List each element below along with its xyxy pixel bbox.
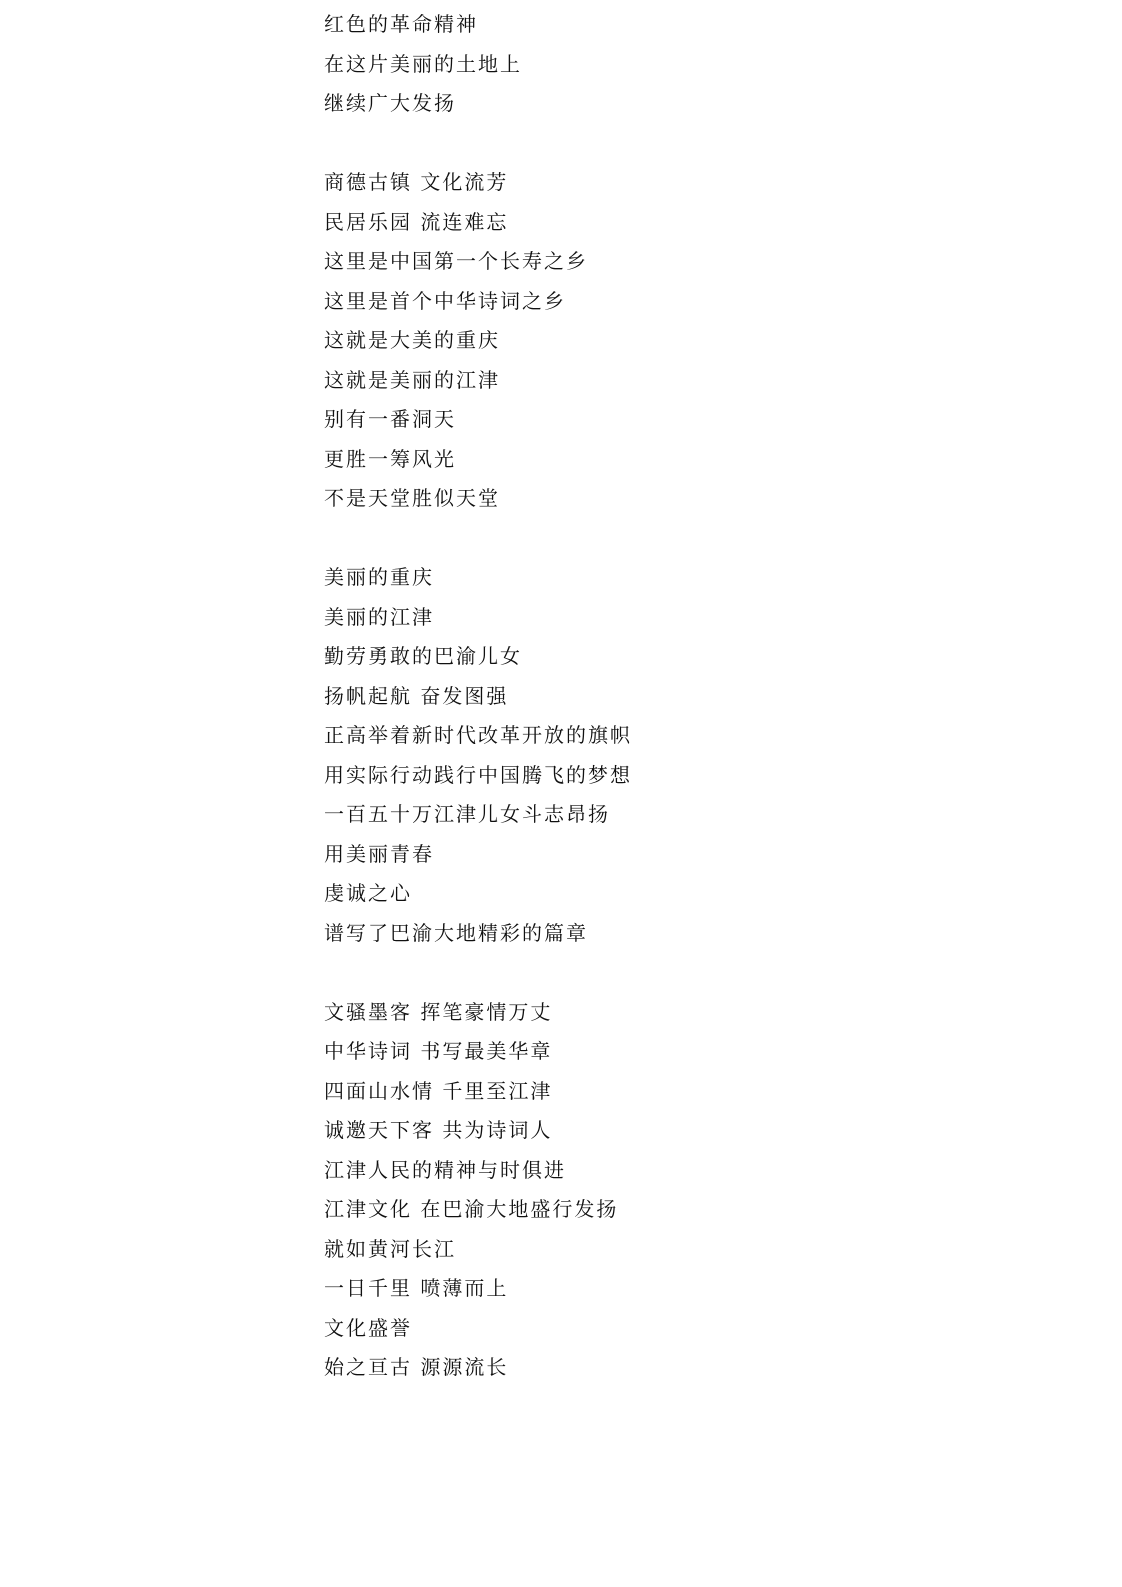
poem-line: 更胜一筹风光 [324, 446, 456, 471]
poem-line: 江津文化 在巴渝大地盛行发扬 [324, 1197, 619, 1221]
poem-line: 用美丽青春 [324, 841, 434, 866]
poem-line: 虔诚之心 [324, 881, 412, 905]
poem-body [324, 5, 1024, 1388]
poem-line: 这里是中国第一个长寿之乡 [324, 249, 588, 273]
poem-line: 这就是美丽的江津 [324, 367, 500, 392]
poem-line: 诚邀天下客 共为诗词人 [324, 1118, 553, 1142]
poem-line: 民居乐园 流连难忘 [324, 209, 509, 234]
poem-line: 不是天堂胜似天堂 [324, 486, 500, 510]
stanza-3 [324, 558, 1024, 953]
stanza-2 [324, 163, 1024, 519]
poem-line: 别有一番洞天 [324, 407, 456, 431]
stanza-4 [324, 993, 1024, 1388]
poem-line: 红色的革命精神 [324, 12, 478, 36]
poem-line: 中华诗词 书写最美华章 [324, 1039, 553, 1063]
poem-line: 文骚墨客 挥笔豪情万丈 [324, 999, 553, 1024]
stanza-gap [324, 124, 1024, 164]
stanza-1 [324, 5, 1024, 124]
poem-line: 文化盛誉 [324, 1315, 412, 1340]
poem-line: 这就是大美的重庆 [324, 328, 500, 352]
poem-line: 用实际行动践行中国腾飞的梦想 [324, 762, 632, 787]
poem-line: 继续广大发扬 [324, 91, 456, 115]
stanza-gap [324, 953, 1024, 993]
poem-line: 一日千里 喷薄而上 [324, 1276, 509, 1300]
poem-line: 四面山水情 千里至江津 [324, 1078, 553, 1103]
poem-line: 始之亘古 源源流长 [324, 1355, 509, 1379]
poem-line: 勤劳勇敢的巴渝儿女 [324, 644, 522, 668]
poem-line: 这里是首个中华诗词之乡 [324, 288, 566, 313]
stanza-gap [324, 519, 1024, 559]
poem-line: 美丽的重庆 [324, 565, 434, 589]
poem-line: 扬帆起航 奋发图强 [324, 683, 509, 708]
poem-line: 就如黄河长江 [324, 1236, 456, 1261]
poem-line: 在这片美丽的土地上 [324, 51, 522, 76]
poem-line: 正高举着新时代改革开放的旗帜 [324, 723, 632, 747]
poem-line: 江津人民的精神与时俱进 [324, 1157, 566, 1182]
poem-line: 商德古镇 文化流芳 [324, 170, 509, 194]
poem-line: 谱写了巴渝大地精彩的篇章 [324, 920, 588, 945]
poem-line: 美丽的江津 [324, 604, 434, 629]
poem-line: 一百五十万江津儿女斗志昂扬 [324, 802, 610, 826]
